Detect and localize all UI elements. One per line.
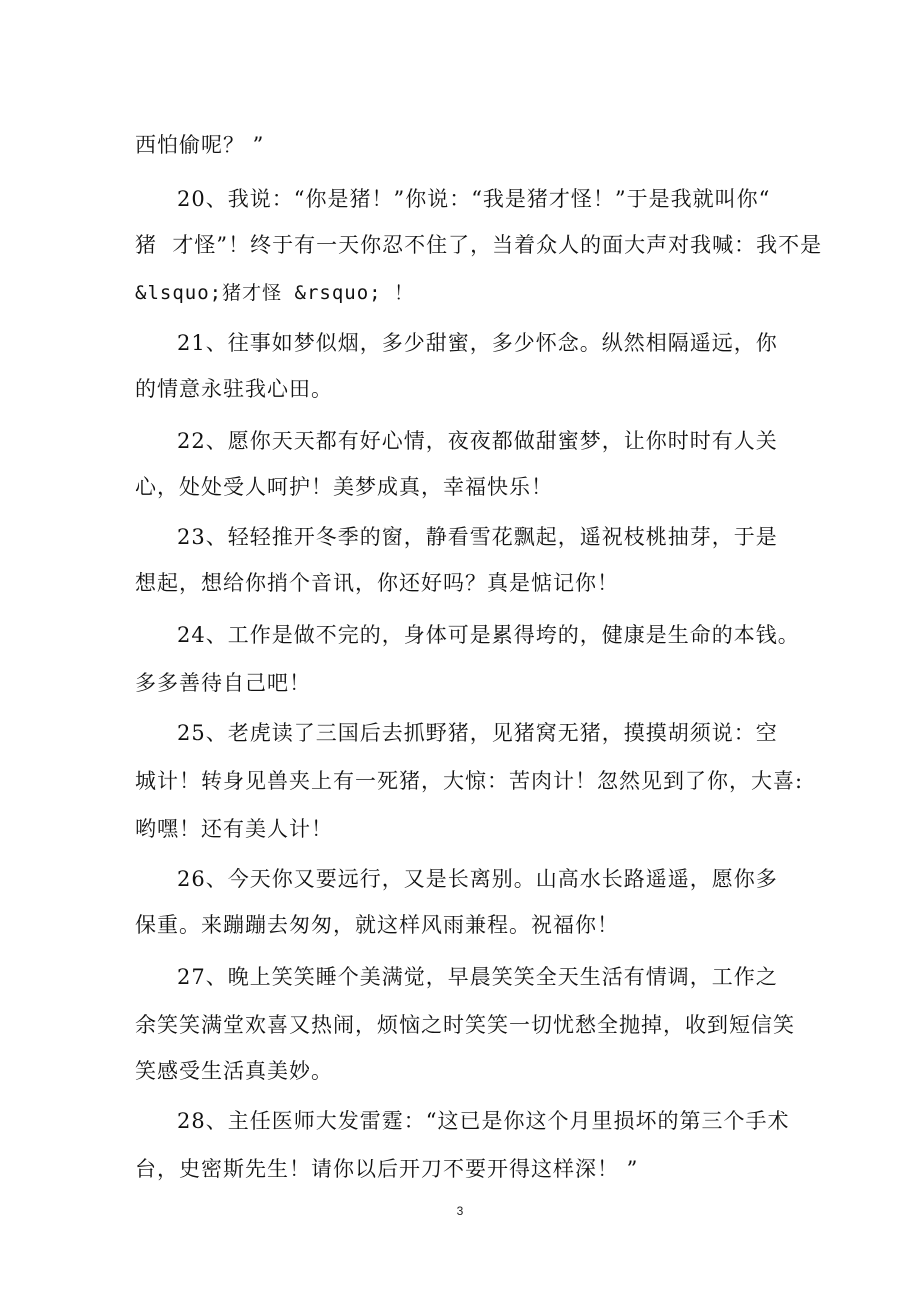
text-line: 台，史密斯先生！请你以后开刀不要开得这样深！ ” [135,1157,639,1181]
text-line: &lsquo;猪才怪 &rsquo; ！ [135,282,415,304]
text-line: 想起，想给你捎个音讯，你还好吗？真是惦记你！ [135,571,619,595]
text-line: 哟嘿！还有美人计！ [135,817,333,841]
text-line: 20、我说：“你是猪！”你说：“我是猪才怪！”于是我就叫你“ [177,187,771,211]
text-line: 城计！转身见兽夹上有一死猪，大惊：苦肉计！忽然见到了你，大喜: [135,769,804,793]
text-line: 的情意永驻我心田。 [135,377,333,401]
text-line: 21、往事如梦似烟，多少甜蜜，多少怀念。纵然相隔遥远，你 [177,331,778,355]
text-line: 26、今天你又要远行，又是长离别。山高水长路遥遥，愿你多 [177,867,778,891]
text-line: 心，处处受人呵护！美梦成真，幸福快乐！ [135,475,553,499]
page-number: 3 [456,1204,464,1218]
text-line: 27、晚上笑笑睡个美满觉，早晨笑笑全天生活有情调，工作之 [177,965,778,989]
text-line: 25、老虎读了三国后去抓野猪，见猪窝无猪，摸摸胡须说：空 [177,721,778,745]
text-line: 猪 才怪”！终于有一天你忍不住了，当着众人的面大声对我喊：我不是 [135,233,823,257]
text-line: 22、愿你天天都有好心情，夜夜都做甜蜜梦，让你时时有人关 [177,429,778,453]
text-line: 余笑笑满堂欢喜又热闹，烦恼之时笑笑一切忧愁全抛掉，收到短信笑 [135,1013,795,1037]
text-line: 24、工作是做不完的，身体可是累得垮的，健康是生命的本钱。 [177,623,800,647]
text-line: 28、主任医师大发雷霆：“这已是你这个月里损坏的第三个手术 [177,1109,790,1133]
text-line: 保重。来蹦蹦去匆匆，就这样风雨兼程。祝福你！ [135,913,619,937]
text-line: 多多善待自己吧！ [135,671,311,695]
text-line: 笑感受生活真美妙。 [135,1059,333,1083]
text-line: 西怕偷呢？ ” [135,133,265,157]
text-line: 23、轻轻推开冬季的窗，静看雪花飘起，遥祝枝桃抽芽，于是 [177,525,778,549]
